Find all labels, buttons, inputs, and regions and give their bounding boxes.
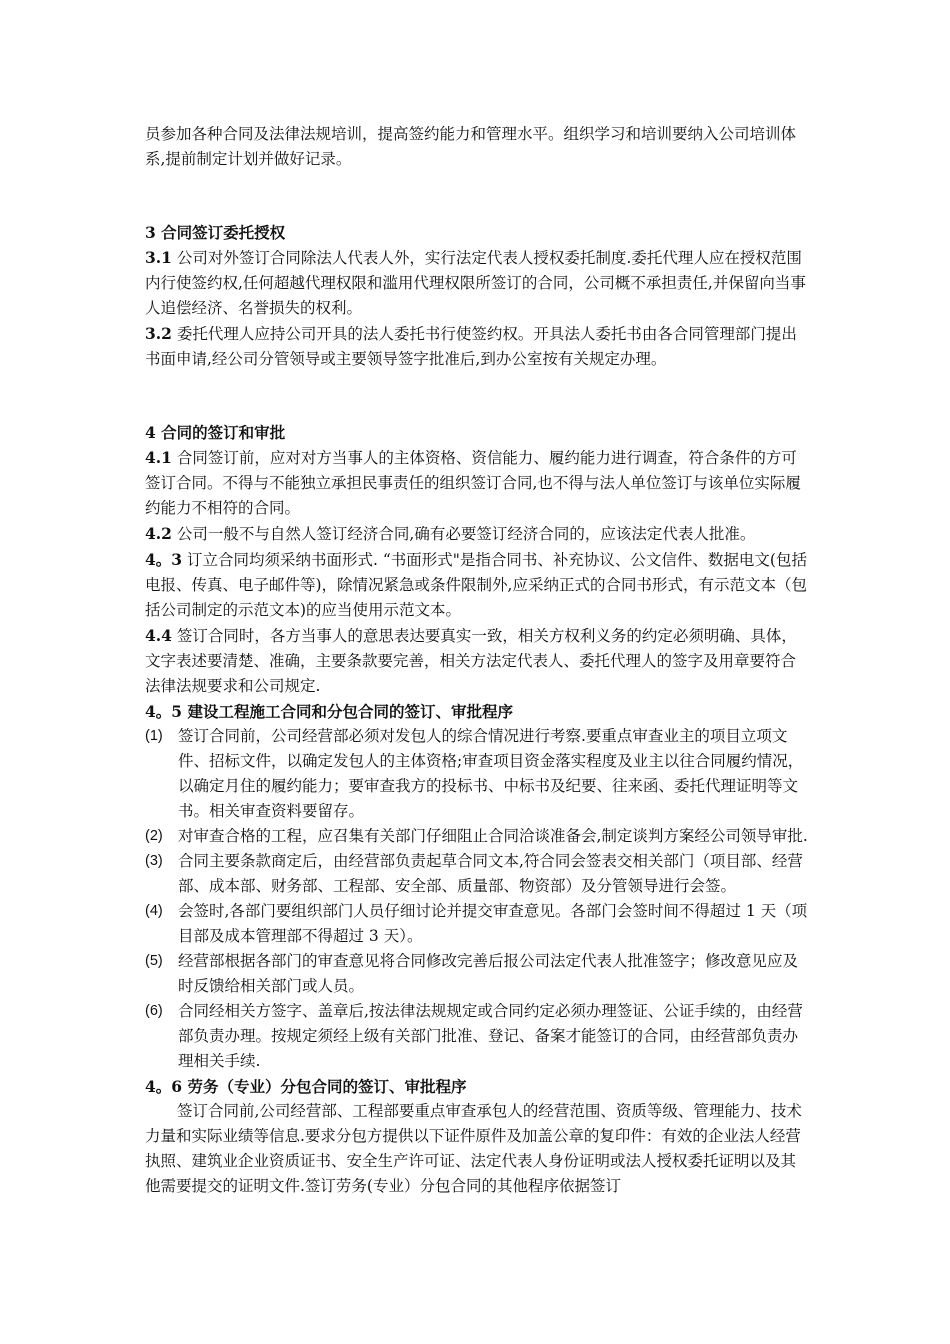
- list-item: [145, 724, 810, 824]
- clause-number: 4.4: [145, 626, 172, 645]
- list-item: [145, 824, 810, 849]
- list-item-text: 对审查合格的工程，应召集有关部门仔细阻止合同洽谈准备会,制定谈判方案经公司领导审批.: [178, 827, 808, 845]
- list-item: [145, 899, 810, 949]
- clause-4-3: [145, 547, 810, 623]
- list-item-text: 会签时,各部门要组织部门人员仔细讨论并提交审查意见。各部门会签时间不得超过 1 天（项目部及成本管理部不得超过 3 天）。: [178, 902, 808, 945]
- list-marker: (5): [145, 953, 163, 969]
- clause-4-5-list: [145, 724, 810, 1074]
- clause-number: 3.2: [145, 324, 172, 343]
- list-marker: (6): [145, 1003, 163, 1019]
- list-marker: (3): [145, 853, 163, 869]
- list-item-text: 合同经相关方签字、盖章后,按法律法规规定或合同约定必须办理签证、公证手续的，由经营部负责办理。按规定须经上级有关部门批准、登记、备案才能签订的合同，由经营部负责办理相关手续.: [178, 1002, 803, 1070]
- clause-text: 签订合同时，各方当事人的意思表达要真实一致，相关方权利义务的约定必须明确、具体，文字表述要清楚、准确，主要条款要完善，相关方法定代表人、委托代理人的签字及用章要符合法律法规要求和公司规定.: [145, 627, 797, 695]
- clause-3-2: [145, 321, 810, 372]
- list-item: [145, 949, 810, 999]
- list-item: [145, 999, 810, 1074]
- list-item-text: 合同主要条款商定后，由经营部负责起草合同文本,符合同会签表交相关部门（项目部、经营部、成本部、财务部、工程部、安全部、质量部、物资部）及分管领导进行会签。: [178, 852, 803, 895]
- spacer: [145, 172, 810, 220]
- spacer: [145, 372, 810, 420]
- list-marker: (4): [145, 903, 163, 919]
- intro-paragraph: 员参加各种合同及法律法规培训，提高签约能力和管理水平。组织学习和培训要纳入公司培训体系,提前制定计划并做好记录。: [145, 125, 797, 168]
- clause-number: 4.2: [145, 524, 172, 543]
- clause-number: 4.1: [145, 448, 172, 467]
- clause-number: 3.1: [145, 248, 172, 267]
- document-page: [145, 122, 810, 1199]
- section-4-heading: 4 合同的签订和审批: [145, 423, 286, 442]
- clause-4-4: [145, 623, 810, 699]
- clause-4-1: [145, 445, 810, 521]
- clause-number: 4。3: [145, 550, 183, 569]
- clause-text: 订立合同均须采纳书面形式. “书面形式"是指合同书、补充协议、公文信件、数据电文(包括电报、传真、电子邮件等)，除情况紧急或条件限制外,应采纳正式的合同书形式，有示范文本（包括公司制定的示范文本)的应当使用示范文本。: [145, 551, 807, 619]
- list-item: [145, 849, 810, 899]
- clause-3-1: [145, 245, 810, 321]
- clause-text: 公司一般不与自然人签订经济合同,确有必要签订经济合同的，应该法定代表人批准。: [171, 525, 756, 543]
- list-marker: (2): [145, 828, 163, 844]
- clause-text: 公司对外签订合同除法人代表人外，实行法定代表人授权委托制度.委托代理人应在授权范围内行使签约权,任何超越代理权限和滥用代理权限所签订的合同，公司概不承担责任,并保留向当事人追偿经济、名誉损失的权利。: [145, 249, 806, 317]
- clause-4-6-heading: 4。6 劳务（专业）分包合同的签订、审批程序: [145, 1077, 467, 1096]
- list-item-text: 签订合同前，公司经营部必须对发包人的综合情况进行考察.要重点审查业主的项目立项文件、招标文件，以确定发包人的主体资格;审查项目资金落实程度及业主以往合同履约情况，以确定月住的履约能力；要审查我方的投标书、中标书及纪要、往来函、委托代理证明等文书。相关审查资料要留存。: [178, 727, 804, 820]
- clause-text: 委托代理人应持公司开具的法人委托书行使签约权。开具法人委托书由各合同管理部门提出书面申请,经公司分管领导或主要领导签字批准后,到办公室按有关规定办理。: [145, 325, 797, 368]
- clause-4-6-text: 签订合同前,公司经营部、工程部要重点审查承包人的经营范围、资质等级、管理能力、技术力量和实际业绩等信息.要求分包方提供以下证件原件及加盖公章的复印件：有效的企业法人经营执照、建筑业企业资质证书、安全生产许可证、法定代表人身份证明或法人授权委托证明以及其他需要提交的证明文件.签订劳务(专业）分包合同的其他程序依据签订: [145, 1102, 802, 1195]
- clause-4-2: [145, 521, 810, 547]
- clause-text: 合同签订前，应对对方当事人的主体资格、资信能力、履约能力进行调查，符合条件的方可签订合同。不得与不能独立承担民事责任的组织签订合同,也不得与法人单位签订与该单位实际履约能力不相符的合同。: [145, 449, 801, 517]
- section-3-heading: 3 合同签订委托授权: [145, 223, 286, 242]
- list-marker: (1): [145, 728, 163, 744]
- clause-4-5-heading: 4。5 建设工程施工合同和分包合同的签订、审批程序: [145, 702, 513, 721]
- list-item-text: 经营部根据各部门的审查意见将合同修改完善后报公司法定代表人批准签字；修改意见应及时反馈给相关部门或人员。: [178, 952, 799, 995]
